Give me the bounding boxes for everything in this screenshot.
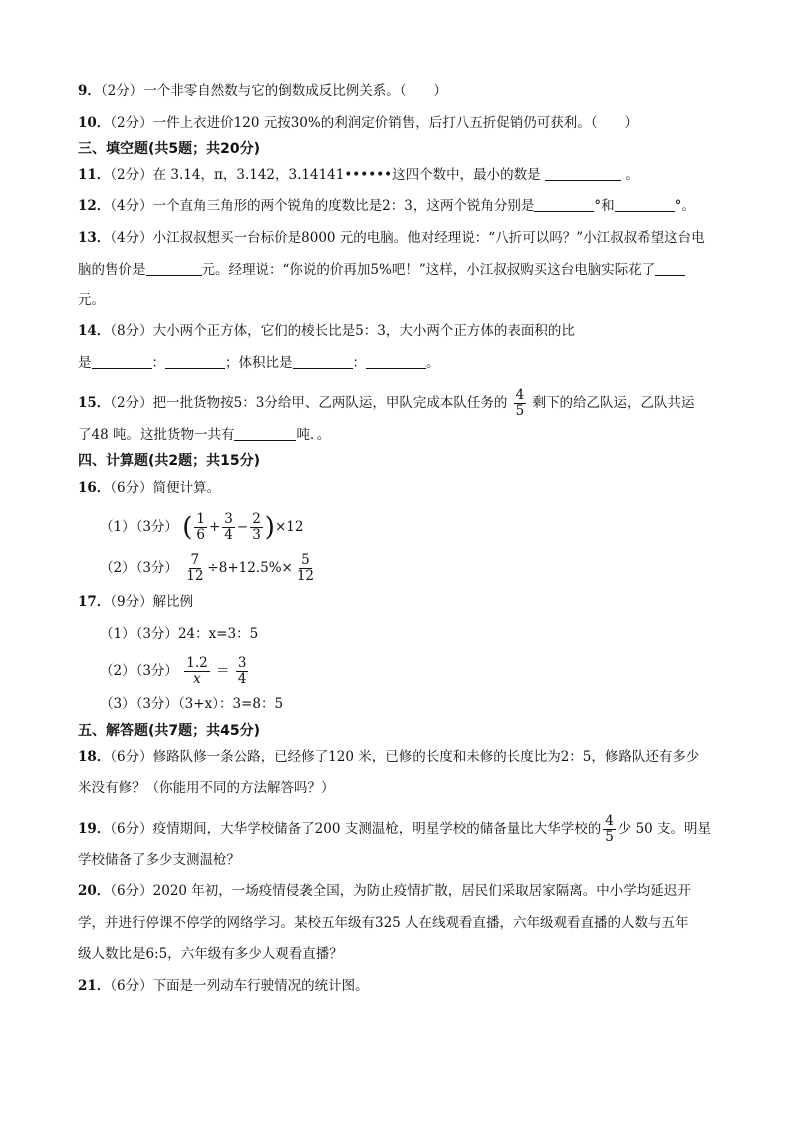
section-title-word-problems: 五、解答题(共7题；共45分) <box>78 723 261 739</box>
section-title-fill-in: 三、填空题(共5题；共20分) <box>78 141 261 157</box>
fraction: $\frac{3}{4}$ <box>224 511 233 543</box>
fraction: $\frac{7}{12}$ <box>186 552 204 584</box>
section-title-calculation: 四、计算题(共2题；共15分) <box>78 453 261 469</box>
question-17-part-1: （1）（3分）24：x=3：5 <box>100 626 259 642</box>
question-11: 11．（2分）在 3.14，π，3.142，3.14141••••••这四个数中，最小的数是 。 <box>78 167 639 183</box>
fraction: $\frac{3}{4}$ <box>237 655 247 687</box>
question-17-part-2: （2）（3分） $\frac{1.2}{x}$ ＝ $\frac{3}{4}$ <box>100 655 247 687</box>
answer-blank[interactable] <box>234 426 296 441</box>
question-13-line-1: 13．（4分）小江叔叔想买一台标价是8000 元的电脑。他对经理说：“八折可以吗？”小江叔叔希望这台电 <box>78 230 705 246</box>
question-10: 10．（2分）一件上衣进价120 元按30%的利润定价销售，后打八五折促销仍可获利。（ ） <box>78 115 638 131</box>
question-18-line-1: 18．（6分）修路队修一条公路，已经修了120 米，已修的长度和未修的长度比为2：5，修路队还有多少 <box>78 749 700 765</box>
question-17: 17．（9分）解比例 <box>78 594 194 610</box>
answer-blank[interactable] <box>92 354 152 369</box>
fraction: $\frac{2}{3}$ <box>252 511 261 543</box>
answer-blank[interactable] <box>655 261 685 276</box>
answer-blank[interactable] <box>534 197 594 212</box>
question-17-part-3: （3）（3分）（3+x）：3=8：5 <box>100 696 284 712</box>
answer-blank[interactable] <box>146 261 202 276</box>
question-13-line-3: 元。 <box>78 292 105 308</box>
question-14-line-1: 14．（8分）大小两个正方体，它们的棱长比是5：3，大小两个正方体的表面积的比 <box>78 323 575 339</box>
question-16: 16．（6分）简便计算。 <box>78 480 221 496</box>
question-20-line-2: 学，并进行停课不停学的网络学习。某校五年级有325 人在线观看直播，六年级观看直播的人数与五年 <box>78 915 689 931</box>
fraction: $\frac{1}{6}$ <box>196 511 205 543</box>
answer-blank[interactable] <box>366 354 426 369</box>
question-19-line-2: 学校储备了多少支测温枪？ <box>78 852 240 868</box>
question-9: 9．（2分）一个非零自然数与它的倒数成反比例关系。（ ） <box>78 83 447 99</box>
question-19-line-1: 19．（6分）疫情期间，大华学校储备了200 支测温枪，明星学校的储备量比大华学校的 $\frac{4}{5}$ 少 50 支。明星 <box>78 813 712 845</box>
question-16-part-1: （1）（3分） ( $\frac{1}{6}$ + $\frac{3}{4}$ − $\frac{2}{3}$ )×12 <box>100 511 304 543</box>
answer-blank[interactable] <box>545 166 621 181</box>
question-21: 21．（6分）下面是一列动车行驶情况的统计图。 <box>78 978 369 994</box>
fraction: $\frac{4}{5}$ <box>515 387 525 419</box>
fraction: $\frac{1.2}{x}$ <box>186 655 208 687</box>
fraction: $\frac{4}{5}$ <box>605 813 614 845</box>
answer-blank[interactable] <box>293 354 353 369</box>
question-12: 12．（4分）一个直角三角形的两个锐角的度数比是2：3，这两个锐角分别是 °和 °。 <box>78 198 695 214</box>
question-15-line-1: 15．（2分）把一批货物按5：3分给甲、乙两队运，甲队完成本队任务的 $\frac{4}{5}$ 剩下的给乙队运，乙队共运 <box>78 387 695 419</box>
fraction: $\frac{5}{12}$ <box>296 552 315 584</box>
question-20-line-3: 级人数比是6:5，六年级有多少人观看直播？ <box>78 946 343 962</box>
question-16-part-2: （2）（3分） $\frac{7}{12}$ ÷8+12.5%× $\frac{5}{12}$ <box>100 552 315 584</box>
question-13-line-2: 脑的售价是 元。经理说：“你说的价再加5%吧！”这样，小江叔叔购买这台电脑实际花了 <box>78 260 685 280</box>
answer-blank[interactable] <box>165 354 225 369</box>
answer-blank[interactable] <box>615 197 675 212</box>
question-14-line-2: 是 ： ；体积比是 ： 。 <box>78 355 440 371</box>
question-20-line-1: 20．（6分）2020 年初，一场疫情侵袭全国，为防止疫情扩散，居民们采取居家隔离。中小学均延迟开 <box>78 883 691 899</box>
question-18-line-2: 米没有修？（你能用不同的方法解答吗？） <box>78 780 335 796</box>
question-15-line-2: 了48 吨。这批货物一共有 吨．。 <box>78 427 331 443</box>
